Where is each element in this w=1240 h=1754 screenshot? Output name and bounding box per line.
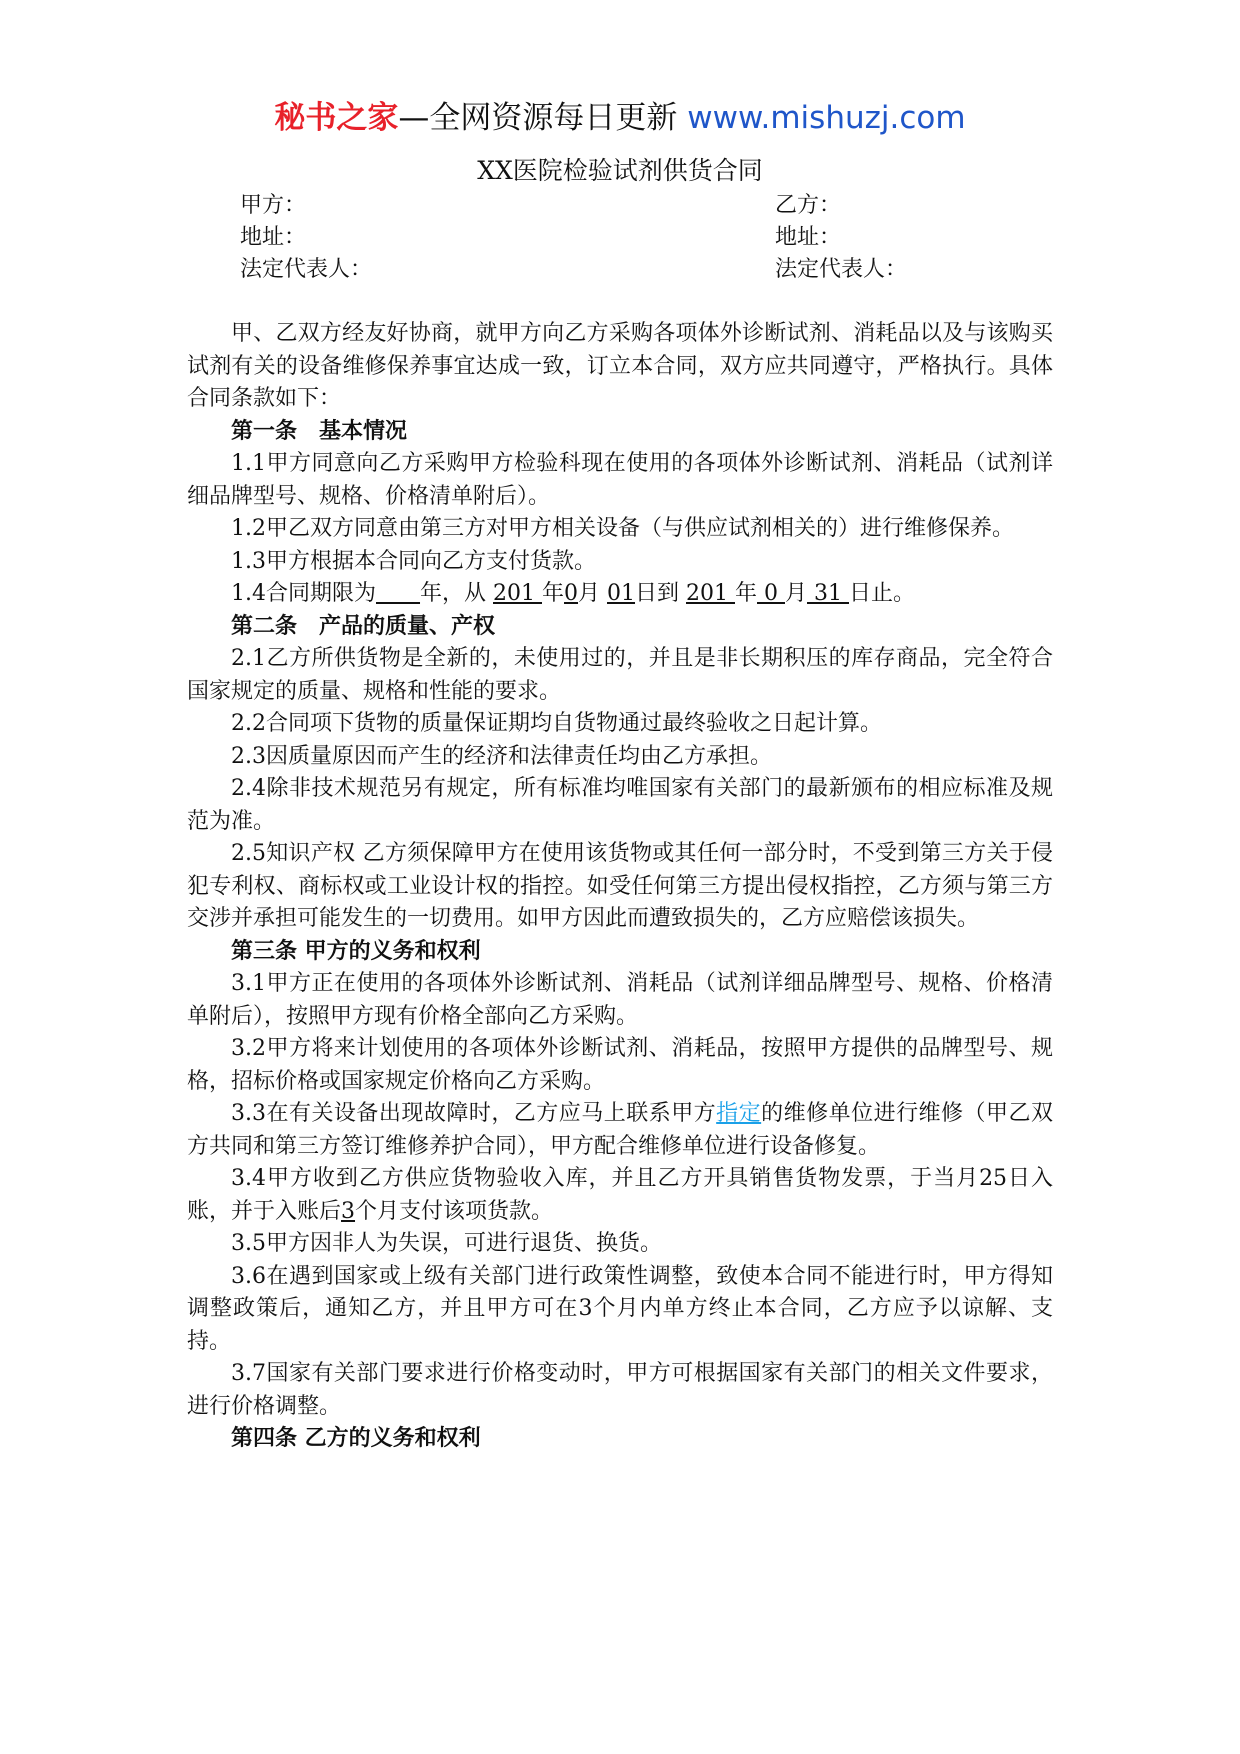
term-years-blank [376,581,420,606]
clause-1-4 [187,578,1053,611]
clause-3-7: 3.7国家有关部门要求进行价格变动时，甲方可根据国家有关部门的相关文件要求，进行价格调整。 [187,1361,1053,1419]
clause-3-3-after: 的维修单位进行维修（甲乙双方共同和第三方签订维修养护合同），甲方配合维修单位进行设备修复。 [187,1101,1053,1159]
clause-2-4: 2.4除非技术规范另有规定，所有标准均唯国家有关部门的最新颁布的相应标准及规范为准。 [187,776,1053,834]
clause-3-4-after: 个月支付该项货款。 [355,1198,554,1224]
clause-2-2: 2.2合同项下货物的质量保证期均自货物通过最终验收之日起计算。 [231,711,882,736]
clause-1-4-text: 月 [578,581,608,606]
clause-1-3: 1.3甲方根据本合同向乙方支付货款。 [231,548,596,574]
start-month: 0 [564,581,579,606]
article-2-heading: 第二条 产品的质量、产权 [231,613,496,639]
intro-paragraph: 甲、乙双方经友好协商，就甲方向乙方采购各项体外诊断试剂、消耗品以及与该购买试剂有关的设备维修保养事宜达成一致，订立本合同，双方应共同遵守，严格执行。具体合同条款如下： [187,321,1053,411]
clause-1-4-text: 日止。 [849,581,916,606]
end-day: 31 [807,581,849,606]
clause-1-4-prefix: 1.4合同期限为 [231,581,376,606]
banner-url-link[interactable]: www.mishuzj.com [687,100,966,136]
party-b-label: 乙方： [775,193,842,218]
party-b-address-label: 地址： [775,225,842,250]
clause-1-4-text: 年，从 [420,581,494,606]
banner-slogan: —全网资源每日更新 [398,100,678,136]
clause-3-6: 3.6在遇到国家或上级有关部门进行政策性调整，致使本合同不能进行时，甲方得知调整政策后，通知乙方，并且甲方可在3个月内单方终止本合同，乙方应予以谅解、支持。 [187,1263,1053,1354]
start-day: 01 [607,581,636,606]
clause-2-3: 2.3因质量原因而产生的经济和法律责任均由乙方承担。 [231,743,772,769]
clause-3-5: 3.5甲方因非人为失误，可进行退货、换货。 [231,1231,662,1256]
end-month: 0 [757,581,785,606]
clause-2-5: 2.5知识产权 乙方须保障甲方在使用该货物或其任何一部分时，不受到第三方关于侵犯专利权、商标权或工业设计权的指控。如受任何第三方提出侵权指控，乙方须与第三方交涉并承担可能发生的一切费用。如甲方因此而遭致损失的，乙方应赔偿该损失。 [187,841,1053,931]
document-title: XX医院检验试剂供货合同 [477,156,763,185]
designated-link[interactable]: 指定 [716,1101,762,1126]
clause-1-2: 1.2甲乙双方同意由第三方对甲方相关设备（与供应试剂相关的）进行维修保养。 [231,516,1014,541]
clause-3-4-before: 3.4甲方收到乙方供应货物验收入库，并且乙方开具销售货物发票，于当月25日入账，并于入账后 [187,1166,1053,1224]
clause-1-4-text: 月 [785,581,808,606]
clause-2-1: 2.1乙方所供货物是全新的，未使用过的，并且是非长期积压的库存商品，完全符合国家规定的质量、规格和性能的要求。 [187,646,1053,704]
article-3-heading: 第三条 甲方的义务和权利 [231,938,481,964]
site-banner [0,98,1240,138]
clause-1-4-text: 年 [542,581,565,606]
article-1-heading: 第一条 基本情况 [231,418,408,444]
start-year: 201 [493,581,542,606]
clause-1-4-text: 日到 [635,581,687,606]
party-a-representative-label: 法定代表人： [240,257,373,282]
clause-3-1: 3.1甲方正在使用的各项体外诊断试剂、消耗品（试剂详细品牌型号、规格、价格清单附后），按照甲方现有价格全部向乙方采购。 [187,971,1053,1029]
end-year: 201 [686,581,735,606]
contract-body [187,318,1053,1456]
clause-1-1: 1.1甲方同意向乙方采购甲方检验科现在使用的各项体外诊断试剂、消耗品（试剂详细品牌型号、规格、价格清单附后）。 [187,451,1053,509]
party-a-address-label: 地址： [240,225,307,250]
clause-3-2: 3.2甲方将来计划使用的各项体外诊断试剂、消耗品，按照甲方提供的品牌型号、规格，招标价格或国家规定价格向乙方采购。 [187,1036,1053,1094]
clause-3-3-before: 3.3在有关设备出现故障时，乙方应马上联系甲方 [231,1101,717,1126]
clause-3-4 [187,1163,1053,1228]
party-a-label: 甲方： [240,193,307,218]
article-4-heading: 第四条 乙方的义务和权利 [231,1426,481,1451]
clause-1-4-text: 年 [735,581,758,606]
clause-3-3 [187,1098,1053,1163]
party-b-representative-label: 法定代表人： [775,257,908,282]
payment-months: 3 [341,1198,356,1224]
banner-brand: 秘书之家 [274,100,399,136]
